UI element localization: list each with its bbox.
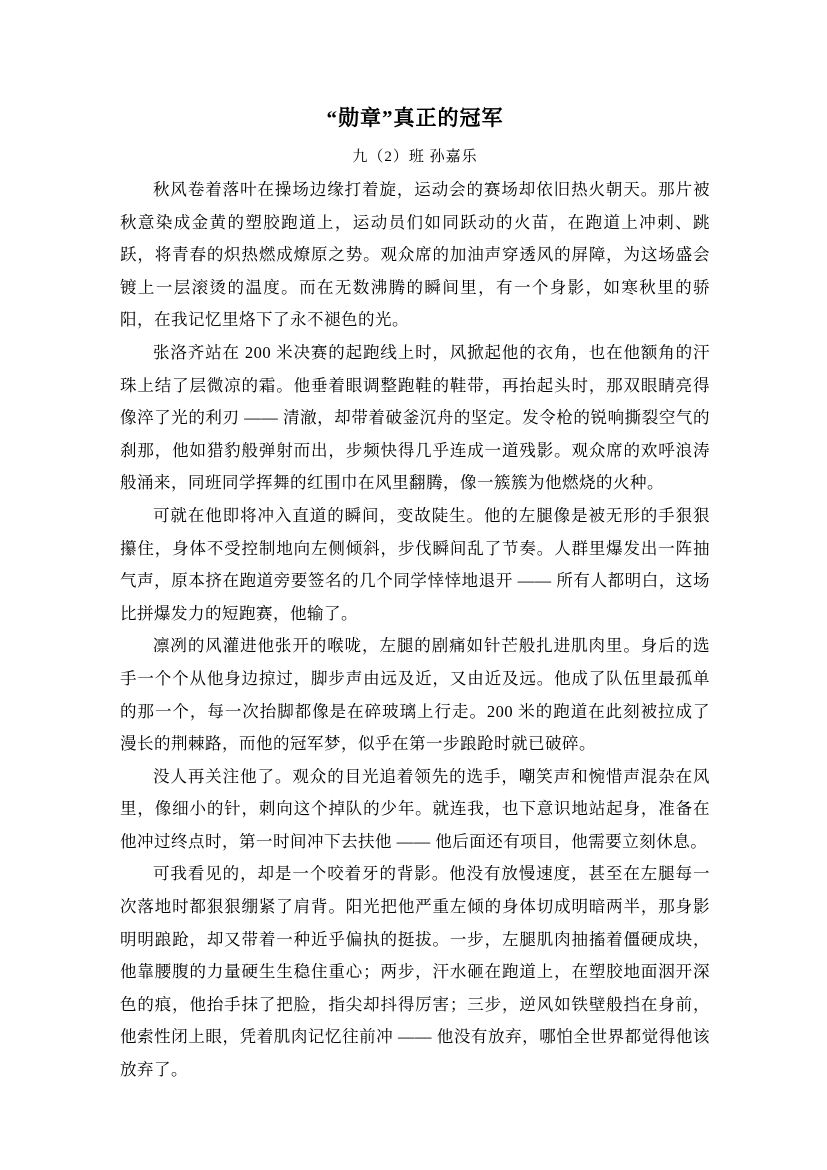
paragraph-6: 可我看见的，却是一个咬着牙的背影。他没有放慢速度，甚至在左腿每一次落地时都狠狠绷紧了肩背。阳光把他严重左倾的身体切成明暗两半，那身影明明踉跄，却又带着一种近乎偏执的挺拔。一步，左腿肌肉抽搐着僵硬成块，他靠腰腹的力量硬生生稳住重心；两步，汗水砸在跑道上，在塑胶地面洇开深色的痕，他抬手抹了把脸，指尖却抖得厉害；三步，逆风如铁壁般挡在身前，他索性闭上眼，凭着肌肉记忆往前冲 —— 他没有放弃，哪怕全世界都觉得他该放弃了。	[120, 864, 710, 1080]
essay-title: “勋章”真正的冠军	[326, 106, 504, 130]
paragraph-4: 凛冽的风灌进他张开的喉咙，左腿的剧痛如针芒般扎进肌肉里。身后的选手一个个从他身边掠过，脚步声由远及近，又由近及远。他成了队伍里最孤单的那一个，每一次抬脚都像是在碎玻璃上行走。200 米的跑道在此刻被拉成了漫长的荆棘路，而他的冠军梦，似乎在第一步踉跄时就已破碎。	[120, 636, 710, 754]
paragraph-5: 没人再关注他了。观众的目光追着领先的选手，嘲笑声和惋惜声混杂在风里，像细小的针，刺向这个掉队的少年。就连我，也下意识地站起身，准备在他冲过终点时，第一时间冲下去扶他 —— 他后面还有项目，他需要立刻休息。	[120, 766, 710, 851]
paragraph-2: 张洛齐站在 200 米决赛的起跑线上时，风掀起他的衣角，也在他额角的汗珠上结了层微凉的霜。他垂着眼调整跑鞋的鞋带，再抬起头时，那双眼睛亮得像淬了光的利刃 —— 清澈，却带着破釜沉舟的坚定。发令枪的锐响撕裂空气的刹那，他如猎豹般弹射而出，步频快得几乎连成一道残影。观众席的欢呼浪涛般涌来，同班同学挥舞的红围巾在风里翻腾，像一簇簇为他燃烧的火种。	[120, 342, 710, 493]
document-content	[120, 104, 710, 1087]
essay-byline: 九（2）班 孙嘉乐	[352, 149, 478, 165]
paragraph-3: 可就在他即将冲入直道的瞬间，变故陡生。他的左腿像是被无形的手狠狠攥住，身体不受控制地向左侧倾斜，步伐瞬间乱了节奏。人群里爆发出一阵抽气声，原本挤在跑道旁要签名的几个同学悻悻地退开 —— 所有人都明白，这场比拼爆发力的短跑赛，他输了。	[120, 505, 710, 623]
essay-body	[120, 174, 710, 1087]
paragraph-1: 秋风卷着落叶在操场边缘打着旋，运动会的赛场却依旧热火朝天。那片被秋意染成金黄的塑胶跑道上，运动员们如同跃动的火苗，在跑道上冲刺、跳跃，将青春的炽热燃成燎原之势。观众席的加油声穿透风的屏障，为这场盛会镀上一层滚烫的温度。而在无数沸腾的瞬间里，有一个身影，如寒秋里的骄阳，在我记忆里烙下了永不褪色的光。	[120, 180, 710, 330]
